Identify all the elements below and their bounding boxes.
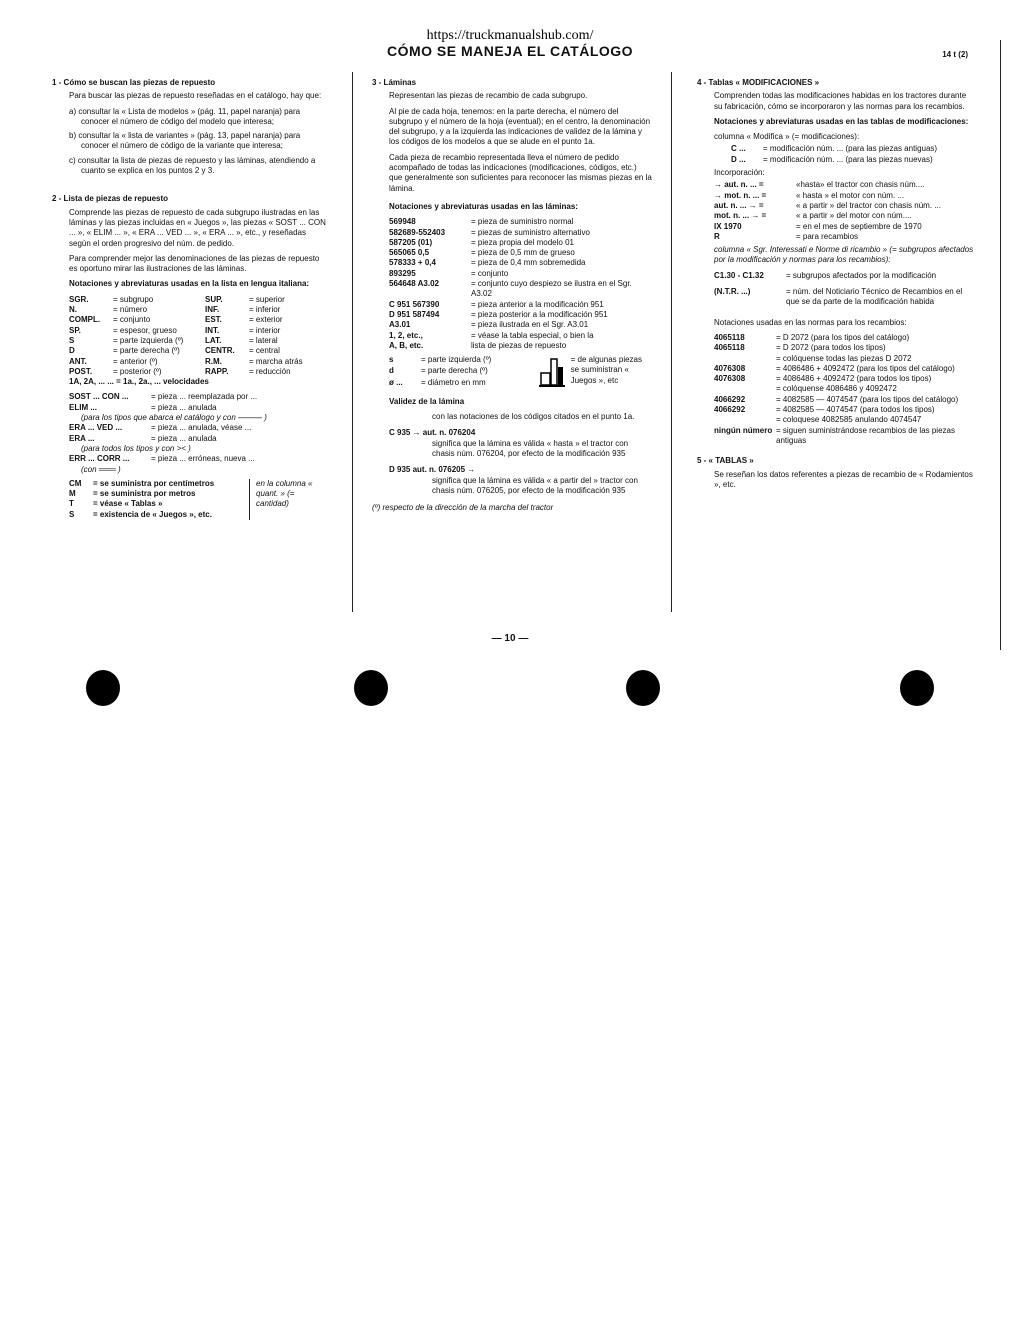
norm-cell: = D 2072 (para los tipos del catálogo)	[776, 332, 910, 342]
sheet-notes-table	[389, 217, 651, 351]
sheet-note-cell: 565065 0,5	[389, 248, 430, 258]
elim-note: (para los tipos que abarca el catálogo y con ——— )	[81, 413, 267, 423]
unit-cell: = existencia de « Juegos », etc.	[93, 509, 212, 519]
norm-cell: = colóquense 4086486 y 4092472	[776, 384, 897, 394]
modifica-cell: D ...	[731, 154, 746, 164]
norm-cell	[714, 384, 776, 394]
sheet-note-cell: 582689-552403	[389, 227, 446, 237]
sheet-note-cell: = pieza posterior a la modificación 951	[471, 309, 608, 319]
section-1-item-a: a) consultar la « Lista de modelos » (pág. 11, papel naranja) para conocer el número de código del modelo que interesa;	[69, 106, 301, 126]
abbreviation-cell: D	[69, 346, 75, 356]
era-value: = pieza ... anulada	[151, 433, 217, 443]
norms-table	[714, 333, 976, 446]
abbreviation-cell: = parte derecha (º)	[113, 346, 180, 356]
unit-cell: M	[69, 489, 76, 499]
column-divider-2	[671, 72, 672, 612]
incorporation-cell: = para recambios	[796, 231, 859, 241]
abbreviation-cell: INF.	[205, 305, 220, 315]
unit-cell: = se suministra por metros	[93, 489, 196, 499]
norm-row	[714, 405, 976, 415]
incorporation-cell: → mot. n. ... =	[714, 190, 767, 200]
abbreviation-cell: = lateral	[249, 335, 278, 345]
page-number: — 10 —	[491, 633, 529, 644]
column-left	[52, 78, 328, 520]
abbreviation-cell: = número	[113, 305, 148, 315]
sheet-note-row	[389, 279, 651, 300]
sheet-note-row	[389, 341, 651, 351]
sheet-note-cell: = pieza anterior a la modificación 951	[471, 299, 604, 309]
sost-value: = pieza ... reemplazada por ...	[151, 392, 258, 402]
norm-cell: = 4082585 — 4074547 (para todos los tipos)	[776, 405, 935, 415]
sheet-note-cell: 564648 A3.02	[389, 279, 439, 289]
sheet-note-cell: = pieza de 0,4 mm sobremedida	[471, 258, 586, 268]
c130-value: = subgrupos afectados por la modificación	[786, 270, 937, 280]
ntr-value: = núm. del Noticiario Técnico de Recambios en el que se da parte de la modificación habida	[786, 287, 963, 307]
sheet-note-cell: A, B, etc.	[389, 340, 424, 350]
norm-cell: 4076308	[714, 374, 746, 384]
section-1-item-c: c) consultar la lista de piezas de repuesto y las láminas, atendiendo a cuanto se explica en los puntos 2 y 3.	[69, 155, 316, 176]
norm-row	[714, 343, 976, 353]
source-url[interactable]: https://truckmanualshub.com/	[426, 28, 594, 43]
c935-label: C 935 → aut. n. 076204	[389, 427, 476, 437]
page-edge-line	[1000, 40, 1001, 650]
modifica-column-label: columna « Modifica » (= modificaciones):	[714, 132, 860, 142]
abbreviation-cell: INT.	[205, 325, 220, 335]
sheet-notes-title: Notaciones y abreviaturas usadas en las láminas:	[389, 201, 578, 211]
norm-cell: = D 2072 (para todos los tipos)	[776, 343, 886, 353]
kit-illustration-icon	[539, 355, 565, 389]
sides-table	[389, 355, 533, 389]
section-5-title: 5 - « TABLAS »	[697, 456, 754, 466]
abbreviation-table	[69, 295, 331, 377]
sheet-note-cell: = conjunto cuyo despiezo se ilustra en el Sgr. A3.02	[471, 279, 632, 299]
sheet-note-cell: 587205 (01)	[389, 237, 433, 247]
norm-row	[714, 354, 976, 364]
abbreviation-cell: = conjunto	[113, 315, 151, 325]
abbreviation-row	[69, 336, 331, 346]
norm-cell: ningún número	[714, 425, 773, 435]
sheet-note-cell: = conjunto	[471, 268, 509, 278]
page-code: 14 t (2)	[942, 50, 968, 59]
speeds-line: 1A, 2A, ... ... = 1a., 2a., ... velocidades	[69, 377, 209, 387]
abbreviation-cell: = espesor, grueso	[113, 325, 177, 335]
abbreviation-cell: = parte izquierda (º)	[113, 335, 184, 345]
incorporation-row	[714, 222, 976, 232]
abbreviation-row	[69, 326, 331, 336]
side-row	[389, 355, 533, 366]
section-2-para-3: Notaciones y abreviaturas usadas en la lista en lengua italiana:	[69, 279, 310, 289]
sheet-note-row	[389, 269, 651, 279]
incorporation-cell: IX 1970	[714, 221, 742, 231]
punch-hole-1	[86, 670, 120, 706]
sheet-note-cell: C 951 567390	[389, 299, 440, 309]
norm-cell: 4065118	[714, 332, 745, 342]
punch-hole-2	[354, 670, 388, 706]
abbreviation-cell: POST.	[69, 366, 93, 376]
incorporation-cell: «hasta» el tractor con chasis núm....	[796, 180, 925, 190]
norm-row	[714, 374, 976, 384]
section-3-para-3: Cada pieza de recambio representada lleva el número de pedido acompañado de todas las indicaciones (modificaciones, códigos, etc.) que generalmente son suficientes para reconocer las mismas piezas en la lámina.	[389, 152, 652, 193]
sheet-note-cell: 578333 + 0,4	[389, 258, 436, 268]
abbreviation-row	[69, 315, 331, 325]
section-4-para-1: Comprenden todas las modificaciones habidas en los tractores durante su fabricación, cómo se incorporaron y las normas para los recambios.	[714, 91, 967, 111]
modifica-cell: = modificación núm. ... (para las piezas antiguas)	[763, 144, 938, 154]
incorporation-cell: « a partir » del tractor con chasis núm. ...	[796, 200, 941, 210]
abbreviation-cell: = central	[249, 346, 280, 356]
abbreviation-row	[69, 357, 331, 367]
abbreviation-row	[69, 346, 331, 356]
section-3-para-2: Al pie de cada hoja, tenemos: en la parte derecha, el número del subgrupo y el número de la hoja (eventual); en el centro, la denominación del subgrupo, y a la izquierda las indicaciones de validez de la lámina y los códigos de los modelos a que se alude en el punto 1a.	[389, 106, 651, 147]
abbreviation-cell: LAT.	[205, 335, 222, 345]
incorporation-row	[714, 191, 976, 201]
sheet-note-row	[389, 310, 651, 320]
d935-description: significa que la lámina es válida « a partir del » tractor con chasis núm. 076205, por efecto de la modificación 935	[432, 475, 638, 496]
sheet-note-cell: = pieza de suministro normal	[471, 217, 574, 227]
incorporation-cell: aut. n. ... → =	[714, 200, 764, 210]
column-middle	[372, 78, 652, 518]
ntr-key: (N.T.R. ...)	[714, 287, 751, 297]
abbreviation-cell: R.M.	[205, 356, 222, 366]
abbreviation-cell: = subgrupo	[113, 294, 154, 304]
abbreviation-cell: COMPL.	[69, 315, 101, 325]
elim-value: = pieza ... anulada	[151, 402, 217, 412]
sheet-note-cell: 893295	[389, 268, 416, 278]
footnote: (º) respecto de la dirección de la marcha del tractor	[372, 502, 554, 512]
norm-cell: = 4086486 + 4092472 (para los tipos del catálogo)	[776, 363, 955, 373]
column-divider-1	[352, 72, 353, 612]
side-cell: = diámetro en mm	[421, 377, 486, 387]
c130-key: C1.30 - C1.32	[714, 270, 764, 280]
section-2-para-2: Para comprender mejor las denominaciones de las piezas de repuesto es oportuno mirar las ilustraciones de las láminas.	[69, 253, 320, 274]
punch-hole-4	[900, 670, 934, 706]
side-cell: = parte izquierda (º)	[421, 355, 492, 365]
incorporation-table	[714, 180, 976, 242]
elim-key: ELIM ...	[69, 402, 97, 412]
abbreviation-cell: CENTR.	[205, 346, 235, 356]
incorporation-cell: mot. n. ... → =	[714, 211, 767, 221]
norm-cell: = siguen suministrándose recambios de las piezas antiguas	[776, 425, 955, 445]
abbreviation-cell: = superior	[249, 294, 285, 304]
side-row	[389, 366, 533, 377]
section-1-item-b: b) consultar la « lista de variantes » (pág. 13, papel naranja) para conocer el número de código de la variante que interesa;	[69, 131, 301, 151]
unit-cell: T	[69, 499, 74, 509]
sheet-note-row	[389, 248, 651, 258]
section-4-title: 4 - Tablas « MODIFICACIONES »	[697, 78, 820, 87]
abbreviation-cell: = anterior (º)	[113, 356, 158, 366]
incorporation-cell: « hasta » el motor con núm. ...	[796, 190, 905, 200]
d935-label: D 935 aut. n. 076205 →	[389, 464, 476, 474]
abbreviation-cell: S	[69, 335, 75, 345]
sheet-note-row	[389, 217, 651, 227]
unit-cell: = se suministra por centímetros	[93, 478, 215, 488]
norm-row	[714, 426, 976, 447]
norm-cell: = 4082585 — 4074547 (para los tipos del catálogo)	[776, 394, 959, 404]
norm-row	[714, 415, 976, 425]
side-cell: s	[389, 355, 394, 365]
punch-hole-3	[626, 670, 660, 706]
abbreviation-cell: = posterior (º)	[113, 366, 162, 376]
incorporation-row	[714, 180, 976, 190]
incorporation-row	[714, 201, 976, 211]
modifica-cell: C ...	[731, 144, 746, 154]
abbreviation-cell: SP.	[69, 325, 81, 335]
sheet-note-cell: 569948	[389, 217, 416, 227]
norm-row	[714, 384, 976, 394]
sheet-note-row	[389, 320, 651, 330]
abbreviation-cell: RAPP.	[205, 366, 229, 376]
sheet-note-row	[389, 331, 651, 341]
unit-cell: S	[69, 509, 75, 519]
sheet-note-cell: A3.01	[389, 320, 411, 330]
abbreviation-row	[69, 305, 331, 315]
sheet-note-cell: = pieza ilustrada en el Sgr. A3.01	[471, 320, 589, 330]
side-row	[389, 378, 533, 389]
abbreviation-cell: = exterior	[249, 315, 283, 325]
side-cell: d	[389, 366, 394, 376]
sost-key: SOST ... CON ...	[69, 392, 129, 402]
errcorr-note: (con ═══ )	[81, 464, 121, 474]
unit-row	[69, 510, 249, 520]
section-4-para-2: Notaciones y abreviaturas usadas en las tablas de modificaciones:	[714, 116, 969, 126]
abbreviation-cell: = inferior	[249, 305, 281, 315]
norm-cell: = coloquese 4082585 anulando 4074547	[776, 415, 922, 425]
sides-note: = de algunas piezas se suministran « Juegos », etc	[570, 355, 642, 385]
eraved-key: ERA ... VED ...	[69, 423, 123, 433]
abbreviation-cell: = marcha atrás	[249, 356, 303, 366]
section-1-intro: Para buscar las piezas de repuesto reseñadas en el catálogo, hay que:	[69, 91, 322, 101]
validity-intro: con las notaciones de los códigos citados en el punto 1a.	[432, 412, 635, 422]
modifica-row	[731, 155, 971, 165]
abbreviation-cell: N.	[69, 305, 77, 315]
incorporation-row	[714, 232, 976, 242]
incorporation-label: Incorporación:	[714, 168, 765, 178]
abbreviation-row	[69, 295, 331, 305]
sheet-note-cell: = pieza de 0,5 mm de grueso	[471, 248, 575, 258]
sheet-note-row	[389, 258, 651, 268]
modifica-row	[731, 144, 971, 154]
errcorr-key: ERR ... CORR ...	[69, 454, 130, 464]
unit-cell: = véase « Tablas »	[93, 499, 163, 509]
replacement-table	[69, 392, 269, 474]
sheet-note-row	[389, 238, 651, 248]
norm-row	[714, 364, 976, 374]
incorporation-row	[714, 211, 976, 221]
sheet-note-cell: = véase la tabla especial, o bien la	[471, 330, 594, 340]
page-title: CÓMO SE MANEJA EL CATÁLOGO	[386, 43, 634, 59]
errcorr-value: = pieza ... erróneas, nueva ...	[151, 454, 255, 464]
c935-description: significa que la lámina es válida « hasta » el tractor con chasis núm. 076204, por efecto de la modificación 935	[432, 439, 629, 459]
modifica-table	[731, 144, 971, 165]
sheet-note-cell: = piezas de suministro alternativo	[471, 227, 590, 237]
side-cell: ø ...	[389, 377, 403, 387]
abbreviation-cell: SUP.	[205, 294, 223, 304]
norm-row	[714, 333, 976, 343]
norm-cell: 4076308	[714, 363, 746, 373]
norm-cell: 4066292	[714, 394, 746, 404]
unit-row	[69, 489, 249, 499]
section-3-title: 3 - Láminas	[372, 78, 417, 87]
abbreviation-cell: = reducción	[249, 366, 291, 376]
side-cell: = parte derecha (º)	[421, 366, 488, 376]
abbreviation-cell: = interior	[249, 325, 281, 335]
section-5-para-1: Se reseñan los datos referentes a piezas de recambio de « Rodamientos », etc.	[714, 469, 973, 489]
validity-title: Validez de la lámina	[389, 397, 465, 407]
norm-cell	[714, 354, 776, 364]
norms-title: Notaciones usadas en las normas para los recambios:	[714, 317, 907, 327]
abbreviation-cell: SGR.	[69, 294, 89, 304]
norm-cell: = 4086486 + 4092472 (para todos los tipos)	[776, 374, 932, 384]
section-1-title: 1 - Cómo se buscan las piezas de repuesto	[52, 78, 216, 87]
sheet-note-cell: 1, 2, etc.,	[389, 330, 423, 340]
incorporation-cell: « a partir » del motor con núm....	[796, 211, 912, 221]
unit-row	[69, 479, 249, 489]
norm-cell: 4065118	[714, 343, 745, 353]
section-2-para-1: Comprende las piezas de repuesto de cada subgrupo ilustradas en las láminas y las piezas incluidas en « Juegos », las piezas « SOST ... CON ... », « ELIM ... », « ERA ... VED ... », « ERA ... », etc., y reseñadas según el orden progresivo del núm. de pedido.	[69, 207, 326, 248]
incorporation-cell: R	[714, 231, 720, 241]
norm-row	[714, 395, 976, 405]
sheet-note-cell: lista de piezas de repuesto	[471, 340, 567, 350]
modifica-cell: = modificación núm. ... (para las piezas nuevas)	[763, 154, 933, 164]
unit-cell: CM	[69, 478, 82, 488]
incorporation-cell: = en el mes de septiembre de 1970	[796, 221, 922, 231]
era-note: (para todos los tipos y con >< )	[81, 443, 191, 453]
section-3-para-1: Representan las piezas de recambio de cada subgrupo.	[389, 91, 588, 101]
incorporation-cell: → aut. n. ... =	[714, 180, 764, 190]
era-key: ERA ...	[69, 433, 95, 443]
units-table	[69, 479, 249, 520]
column-right	[697, 78, 976, 495]
norm-cell: = colóquense todas las piezas D 2072	[776, 353, 912, 363]
sheet-note-cell: D 951 587494	[389, 309, 440, 319]
norm-cell	[714, 415, 776, 425]
norm-cell: 4066292	[714, 405, 746, 415]
sheet-note-row	[389, 300, 651, 310]
abbreviation-row	[69, 367, 331, 377]
sheet-note-cell: = pieza propia del modelo 01	[471, 237, 574, 247]
eraved-value: = pieza ... anulada, véase ...	[151, 423, 252, 433]
sgr-column-label: columna « Sgr. Interessati e Norme di ricambio » (= subgrupos afectados por la modificación y normas para los recambios):	[714, 245, 974, 265]
unit-row	[69, 499, 249, 509]
abbreviation-cell: ANT.	[69, 356, 87, 366]
sgr-table	[714, 271, 976, 308]
section-2-title: 2 - Lista de piezas de repuesto	[52, 194, 169, 204]
abbreviation-cell: EST.	[205, 315, 222, 325]
sheet-note-row	[389, 228, 651, 238]
units-note: en la columna « quant. » (= cantidad)	[249, 479, 326, 520]
